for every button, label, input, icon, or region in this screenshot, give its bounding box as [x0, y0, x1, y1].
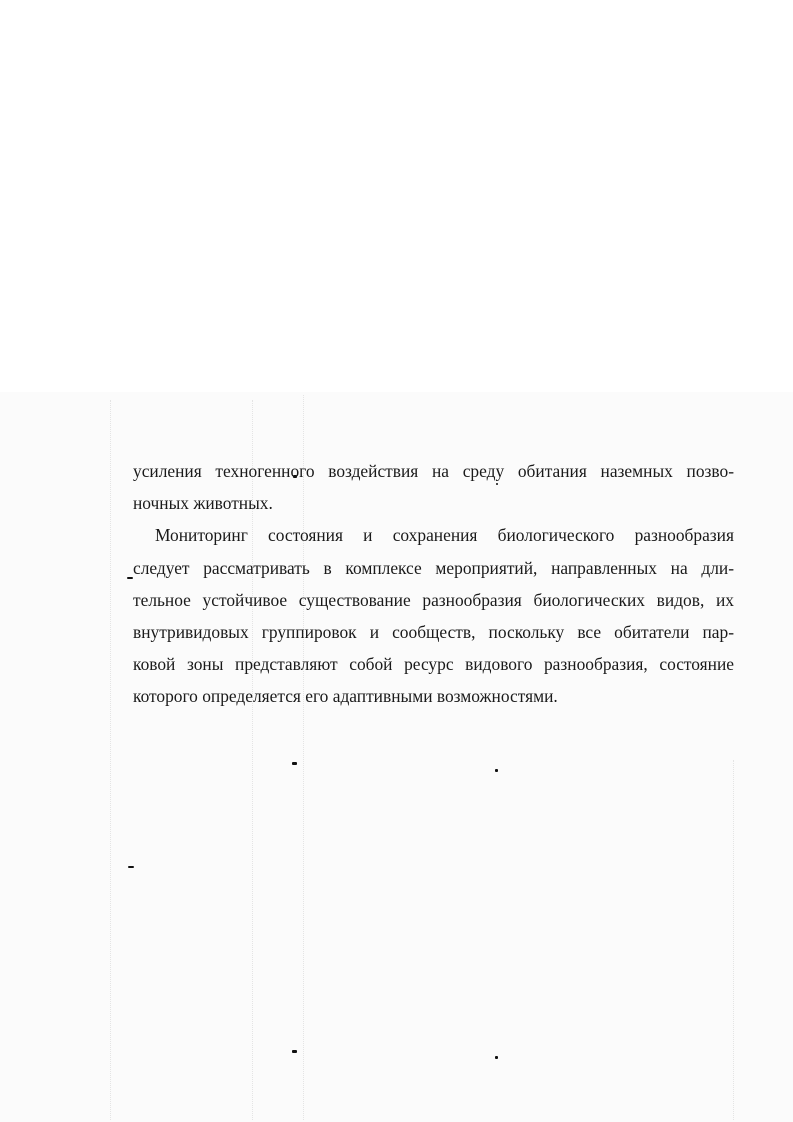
text-line: которого определяется его адаптивными возможностями. [133, 686, 558, 707]
document-body [133, 455, 734, 713]
scan-speck [495, 1056, 498, 1059]
scan-speck [292, 762, 297, 765]
scan-speck [292, 1050, 297, 1053]
text-line: ночных животных. [133, 493, 273, 514]
text-line: ковой зоны представляют собой ресурс видового разнообразия, состояние [133, 654, 734, 675]
text-line: усиления техногенного воздействия на среду обитания наземных позво- [133, 461, 734, 481]
scan-speck [495, 769, 498, 772]
scan-speck [128, 866, 134, 868]
scan-artifact-line [733, 760, 734, 1120]
text-line: внутривидовых группировок и сообществ, поскольку все обитатели пар- [133, 622, 734, 643]
paragraph-2 [133, 519, 734, 712]
text-line: следует рассматривать в комплексе мероприятий, направленных на дли- [133, 557, 734, 578]
paragraph-1 [133, 455, 734, 519]
text-line: Мониторинг состояния и сохранения биологического разнообразия [155, 525, 734, 546]
text-line: тельное устойчивое существование разнообразия биологических видов, их [133, 589, 734, 610]
scan-artifact-line [110, 400, 111, 1120]
